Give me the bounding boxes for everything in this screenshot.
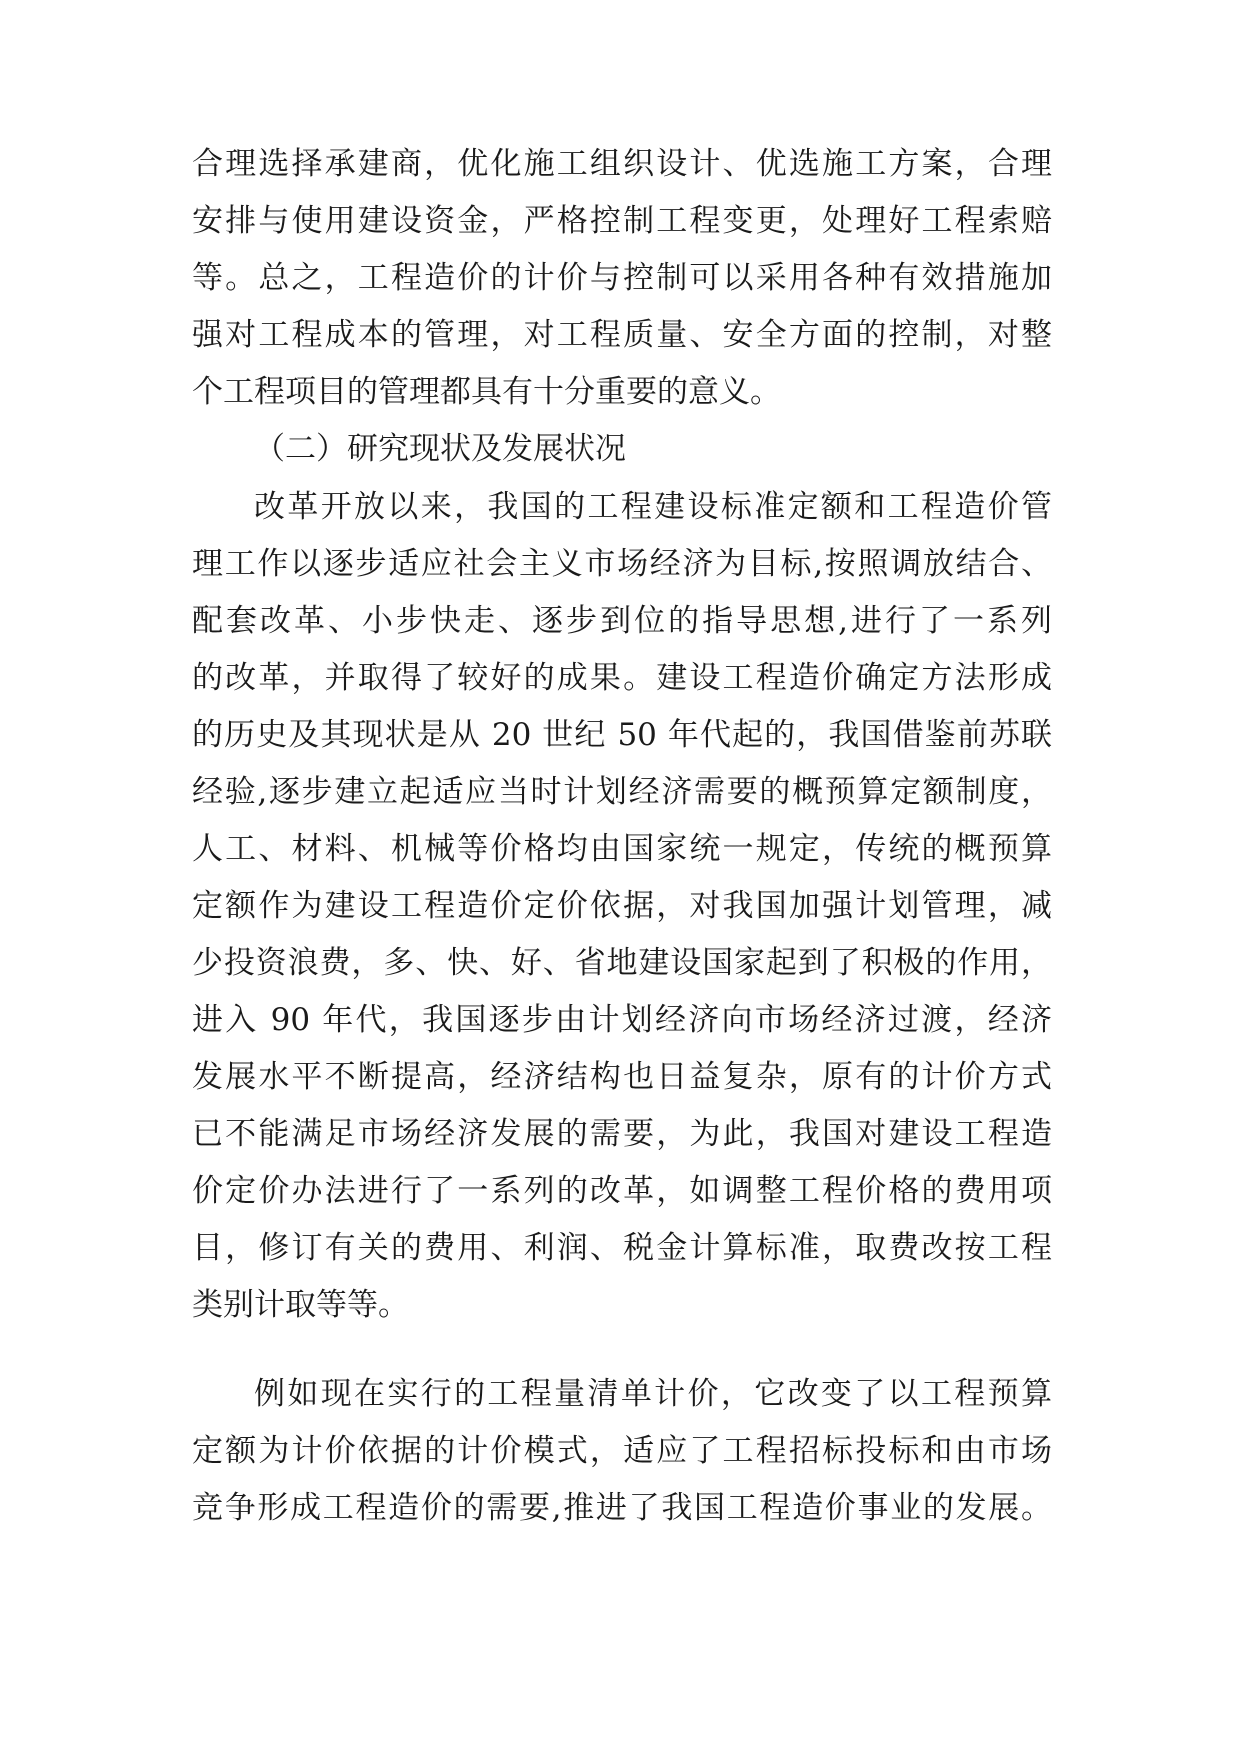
paragraph-1-line: 安排与使用建设资金，严格控制工程变更，处理好工程索赔 xyxy=(192,203,1052,239)
paragraph-2-line: 的改革，并取得了较好的成果。建设工程造价确定方法形成 xyxy=(192,660,1052,696)
paragraph-1 xyxy=(192,136,1052,421)
paragraph-2-line: 改革开放以来，我国的工程建设标准定额和工程造价管 xyxy=(254,489,1052,525)
paragraph-2-line: 进入 90 年代，我国逐步由计划经济向市场经济过渡，经济 xyxy=(192,1002,1052,1038)
paragraph-3-line: 竞争形成工程造价的需要,推进了我国工程造价事业的发展。 xyxy=(192,1490,1052,1526)
paragraph-2-line: 目，修订有关的费用、利润、税金计算标准，取费改按工程 xyxy=(192,1230,1052,1266)
paragraph-3 xyxy=(192,1366,1052,1537)
paragraph-2-line: 定额作为建设工程造价定价依据，对我国加强计划管理，减 xyxy=(192,888,1052,924)
paragraph-2-line: 价定价办法进行了一系列的改革，如调整工程价格的费用项 xyxy=(192,1173,1052,1209)
paragraph-2-line: 配套改革、小步快走、逐步到位的指导思想,进行了一系列 xyxy=(192,603,1052,639)
paragraph-2-line: 已不能满足市场经济发展的需要，为此，我国对建设工程造 xyxy=(192,1116,1052,1152)
paragraph-2 xyxy=(192,479,1052,1334)
paragraph-3-line: 定额为计价依据的计价模式，适应了工程招标投标和由市场 xyxy=(192,1433,1052,1469)
paragraph-1-line: 等。总之，工程造价的计价与控制可以采用各种有效措施加 xyxy=(192,260,1052,296)
paragraph-1-line: 强对工程成本的管理，对工程质量、安全方面的控制，对整 xyxy=(192,317,1052,353)
paragraph-2-line: 人工、材料、机械等价格均由国家统一规定，传统的概预算 xyxy=(192,831,1052,867)
paragraph-1-line: 个工程项目的管理都具有十分重要的意义。 xyxy=(192,374,781,410)
paragraph-2-line: 少投资浪费，多、快、好、省地建设国家起到了积极的作用， xyxy=(192,945,1052,981)
paragraph-2-line: 的历史及其现状是从 20 世纪 50 年代起的，我国借鉴前苏联 xyxy=(192,717,1052,753)
paragraph-2-line: 经验,逐步建立起适应当时计划经济需要的概预算定额制度， xyxy=(192,774,1052,810)
paragraph-2-line: 理工作以逐步适应社会主义市场经济为目标,按照调放结合、 xyxy=(192,546,1052,582)
section-heading-block xyxy=(192,421,1052,478)
paragraph-3-line: 例如现在实行的工程量清单计价，它改变了以工程预算 xyxy=(254,1376,1052,1412)
paragraph-1-line: 合理选择承建商，优化施工组织设计、优选施工方案，合理 xyxy=(192,146,1052,182)
paragraph-2-line: 发展水平不断提高，经济结构也日益复杂，原有的计价方式 xyxy=(192,1059,1052,1095)
paragraph-2-line: 类别计取等等。 xyxy=(192,1287,409,1323)
section-heading: （二）研究现状及发展状况 xyxy=(254,431,626,467)
